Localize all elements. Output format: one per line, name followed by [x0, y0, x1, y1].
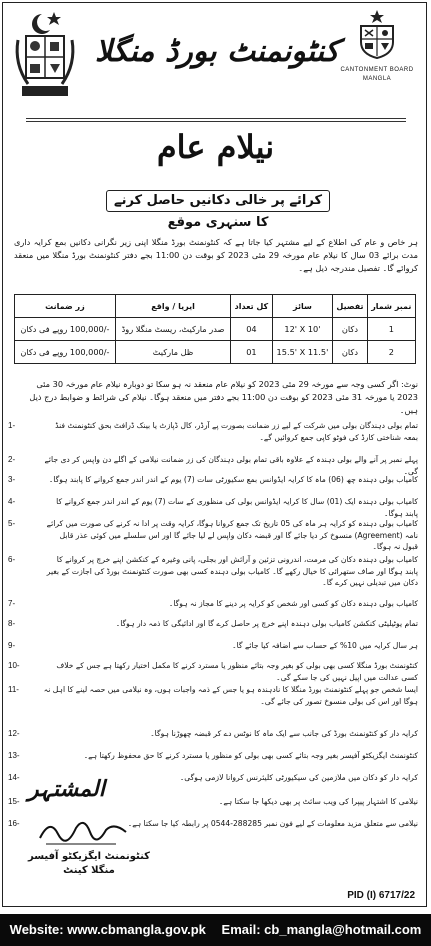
- clause-number: 7-: [8, 599, 16, 608]
- clause-number: 15-: [8, 797, 20, 806]
- table-row: [15, 318, 416, 341]
- table-header: کل تعداد: [231, 295, 272, 318]
- header: [4, 4, 427, 116]
- board-title: کنٹونمنٹ بورڈ منگلا: [94, 34, 340, 69]
- clause-number: 12-: [8, 729, 20, 738]
- email-link[interactable]: Email: cb_mangla@hotmail.com: [221, 922, 422, 937]
- note-paragraph: نوٹ: اگر کسی وجہ سے مورخہ 29 مئی 2023 کو نیلام عام منعقد نہ ہو سکا تو دوبارہ نیلام عام مورخہ 30 مئی 2023 یا مورخہ 31 مئی 2023 کو بوقت دن 11:00 بجے دفتر میں منعقد ہوگا۔ نیلام کی شرائط و ضوابط درج ذیل ہیں۔: [29, 379, 418, 415]
- clause-number: 8-: [8, 619, 16, 628]
- list-item: [8, 640, 418, 660]
- list-item: [8, 598, 418, 618]
- table-header: تفصیل: [333, 295, 367, 318]
- clause-number: 11-: [8, 685, 19, 694]
- table-cell: 2: [367, 341, 415, 364]
- list-item: [8, 496, 418, 518]
- clause-text: تمام بولی دہندگان بولی میں شرکت کے لیے زر ضمانت بصورت پے آرڈر، کال ڈپازٹ یا بینک ڈرافٹ بحق کنٹونمنٹ فنڈ بمعہ شناختی کارڈ کی فوٹو کاپی جمع کروائیں گے۔: [55, 421, 418, 442]
- list-item: [8, 518, 418, 554]
- clause-text: ہر سال کرایہ میں 10% کے حساب سے اضافہ کیا جائے گا۔: [232, 641, 418, 650]
- table-row: [15, 341, 416, 364]
- header-divider: [26, 118, 406, 119]
- table-cell: صدر مارکیٹ، ریسٹ منگلا روڈ: [115, 318, 230, 341]
- website-link[interactable]: Website: www.cbmangla.gov.pk: [9, 922, 206, 937]
- list-item: [8, 454, 418, 474]
- list-item: [8, 728, 418, 750]
- clause-text: کنٹونمنٹ ایگزیکٹو آفیسر بغیر وجہ بتائے کسی بھی بولی کو منظور یا مسترد کرنے کا حق محفوظ رکھتا ہے۔: [83, 751, 418, 760]
- clause-text: ایسا شخص جو پہلے کنٹونمنٹ بورڈ منگلا کا نادہندہ ہو یا جس کے ذمہ واجبات ہوں، وہ نیلامی میں حصہ لینے کا اہل نہ ہوگا اور اس کی بولی منسوخ تصور کی جائے گی۔: [43, 685, 418, 706]
- table-cell: -/100,000 روپے فی دکان: [15, 341, 116, 364]
- intro-paragraph: ہر خاص و عام کی اطلاع کے لیے مشتہر کیا جاتا ہے کہ کنٹونمنٹ بورڈ منگلا اپنی زیر نگرانی دکانیں بمع کرایہ داری مدت برائے 03 سال کا نیلام عام مورخہ 29 مئی 2023 کو بوقت دن 11:00 بجے دفتر کنٹونمنٹ بورڈ منگلا میں منعقد کروائے گا۔ تفصیل مندرجہ ذیل ہے۔: [14, 237, 418, 273]
- clause-number: 1-: [8, 421, 16, 430]
- table-header-row: [15, 295, 416, 318]
- header-divider: [26, 121, 406, 122]
- cantonment-board-logo: [337, 8, 417, 112]
- clause-text: نیلامی کا اشتہار پیپرا کی ویب سائٹ پر بھی دیکھا جا سکتا ہے۔: [218, 797, 418, 806]
- clause-text: کامیاب بولی دہندہ چھ (06) ماہ کا کرایہ ایڈوانس بمع سکیورٹی سات (7) یوم کے اندر اندر جمع کروانے کا پابند ہوگا۔: [48, 475, 418, 484]
- clause-number: 10-: [8, 661, 20, 670]
- clause-text: تمام یوٹیلیٹی کنکشن کامیاب بولی دہندہ اپنے خرچ پر حاصل کرے گا اور ادائیگی کا ذمہ دار ہوگا۔: [115, 619, 418, 628]
- clause-text: نیلامی سے متعلق مزید معلومات کے لیے فون نمبر 288285-0544 پر رابطہ کیا جا سکتا ہے۔: [127, 819, 418, 828]
- list-item: [8, 474, 418, 496]
- signatory-designation: کنٹونمنٹ ایگزیکٹو آفیسر منگلا کینٹ: [28, 851, 150, 876]
- signature-icon: [36, 812, 132, 848]
- list-item: [8, 420, 418, 454]
- banner-text: کرائے پر خالی دکانیں حاصل کرنے کا سنہری موقع: [113, 193, 323, 230]
- clause-number: 5-: [8, 519, 16, 528]
- clause-text: کامیاب بولی دہندہ کو کرایہ ہر ماہ کی 05 تاریخ تک جمع کروانا ہوگا، کرایہ وقت پر ادا نہ کرنے کی صورت میں کرائے نامہ (Agreement) منسوخ کر دیا جائے گا اور قبضہ دکان واپس لے لیا جائے گا اور اس سلسلے میں کوئی عذر قابل قبول نہ ہوگا۔: [46, 519, 418, 551]
- table-cell: -/100,000 روپے فی دکان: [15, 318, 116, 341]
- table-cell: 01: [231, 341, 272, 364]
- advertiser-title: المشتہر: [28, 776, 105, 802]
- footer-bar: [0, 914, 431, 946]
- list-item: [8, 618, 418, 640]
- table-cell: دکان: [333, 341, 367, 364]
- list-item: [8, 684, 418, 728]
- clause-text: کامیاب بولی دہندہ دکان کو کسی اور شخص کو کرایہ پر دینے کا مجاز نہ ہوگا۔: [168, 599, 418, 608]
- clause-number: 3-: [8, 475, 16, 484]
- table-header: ایریا / واقع: [115, 295, 230, 318]
- table-cell: ظل مارکیٹ: [115, 341, 230, 364]
- banner: [106, 190, 330, 230]
- shops-table: [14, 294, 416, 364]
- list-item: [8, 750, 418, 772]
- cantonment-board-label: CANTONMENT BOARD MANGLA: [340, 67, 414, 82]
- table-header: نمبر شمار: [367, 295, 415, 318]
- clause-number: 14-: [8, 773, 20, 782]
- state-emblem-icon: [12, 8, 78, 104]
- clause-number: 13-: [8, 751, 20, 760]
- table-cell: 1: [367, 318, 415, 341]
- clause-text: کامیاب بولی دہندہ ایک (01) سال کا کرایہ ایڈوانس بولی کی منظوری کے سات (7) یوم کے اندر اندر جمع کروانے کا پابند ہوگا۔: [56, 497, 418, 518]
- clause-number: 9-: [8, 641, 16, 650]
- table-cell: دکان: [333, 318, 367, 341]
- clause-number: 2-: [8, 455, 16, 464]
- table-header: زر ضمانت: [15, 295, 116, 318]
- auction-title: نیلام عام: [156, 128, 275, 166]
- list-item: [8, 554, 418, 598]
- table-header: سائز: [272, 295, 333, 318]
- cantonment-crest-icon: [353, 8, 401, 60]
- table-cell: 12' X 10': [272, 318, 333, 341]
- pid-number: PID (I) 6717/22: [347, 890, 415, 901]
- list-item: [8, 660, 418, 684]
- clause-text: پہلے نمبر پر آنے والے بولی دہندہ کے علاوہ باقی تمام بولی دہندگان کی زر ضمانت نیلامی کے اگلے دن واپس کر دی جائے گی۔: [44, 455, 418, 476]
- clause-number: 6-: [8, 555, 16, 564]
- clause-text: کرایہ دار کو دکان میں ملازمین کی سیکیورٹی کلیئرنس کروانا لازمی ہوگی۔: [179, 773, 418, 782]
- table-cell: 04: [231, 318, 272, 341]
- clause-number: 4-: [8, 497, 16, 506]
- clause-text: کامیاب بولی دہندہ دکان کی مرمت، اندرونی تزئین و آرائش اور بجلی، پانی وغیرہ کے کنکشن اپنے خرچ پر کروانے کا پابند ہوگا اور صاف ستھرائی کا خیال رکھے گا۔ کامیاب بولی دہندہ کسی بھی صورت کنٹونمنٹ بورڈ کی اجازت کے بغیر دکان میں تبدیلی نہیں کرے گا۔: [46, 555, 418, 587]
- clause-text: کرایہ دار کو کنٹونمنٹ بورڈ کی جانب سے ایک ماہ کا نوٹس دے کر قبضہ چھوڑنا ہوگا۔: [150, 729, 418, 738]
- clause-text: کنٹونمنٹ بورڈ منگلا کسی بھی بولی کو بغیر وجہ بتائے منظور یا مسترد کرنے کا مکمل اختیار رکھتا ہے جس کے خلاف کسی عدالت میں اپیل نہیں کی جا سکے گی۔: [56, 661, 418, 682]
- clause-number: 16-: [8, 819, 20, 828]
- table-cell: 15.5' X 11.5': [272, 341, 333, 364]
